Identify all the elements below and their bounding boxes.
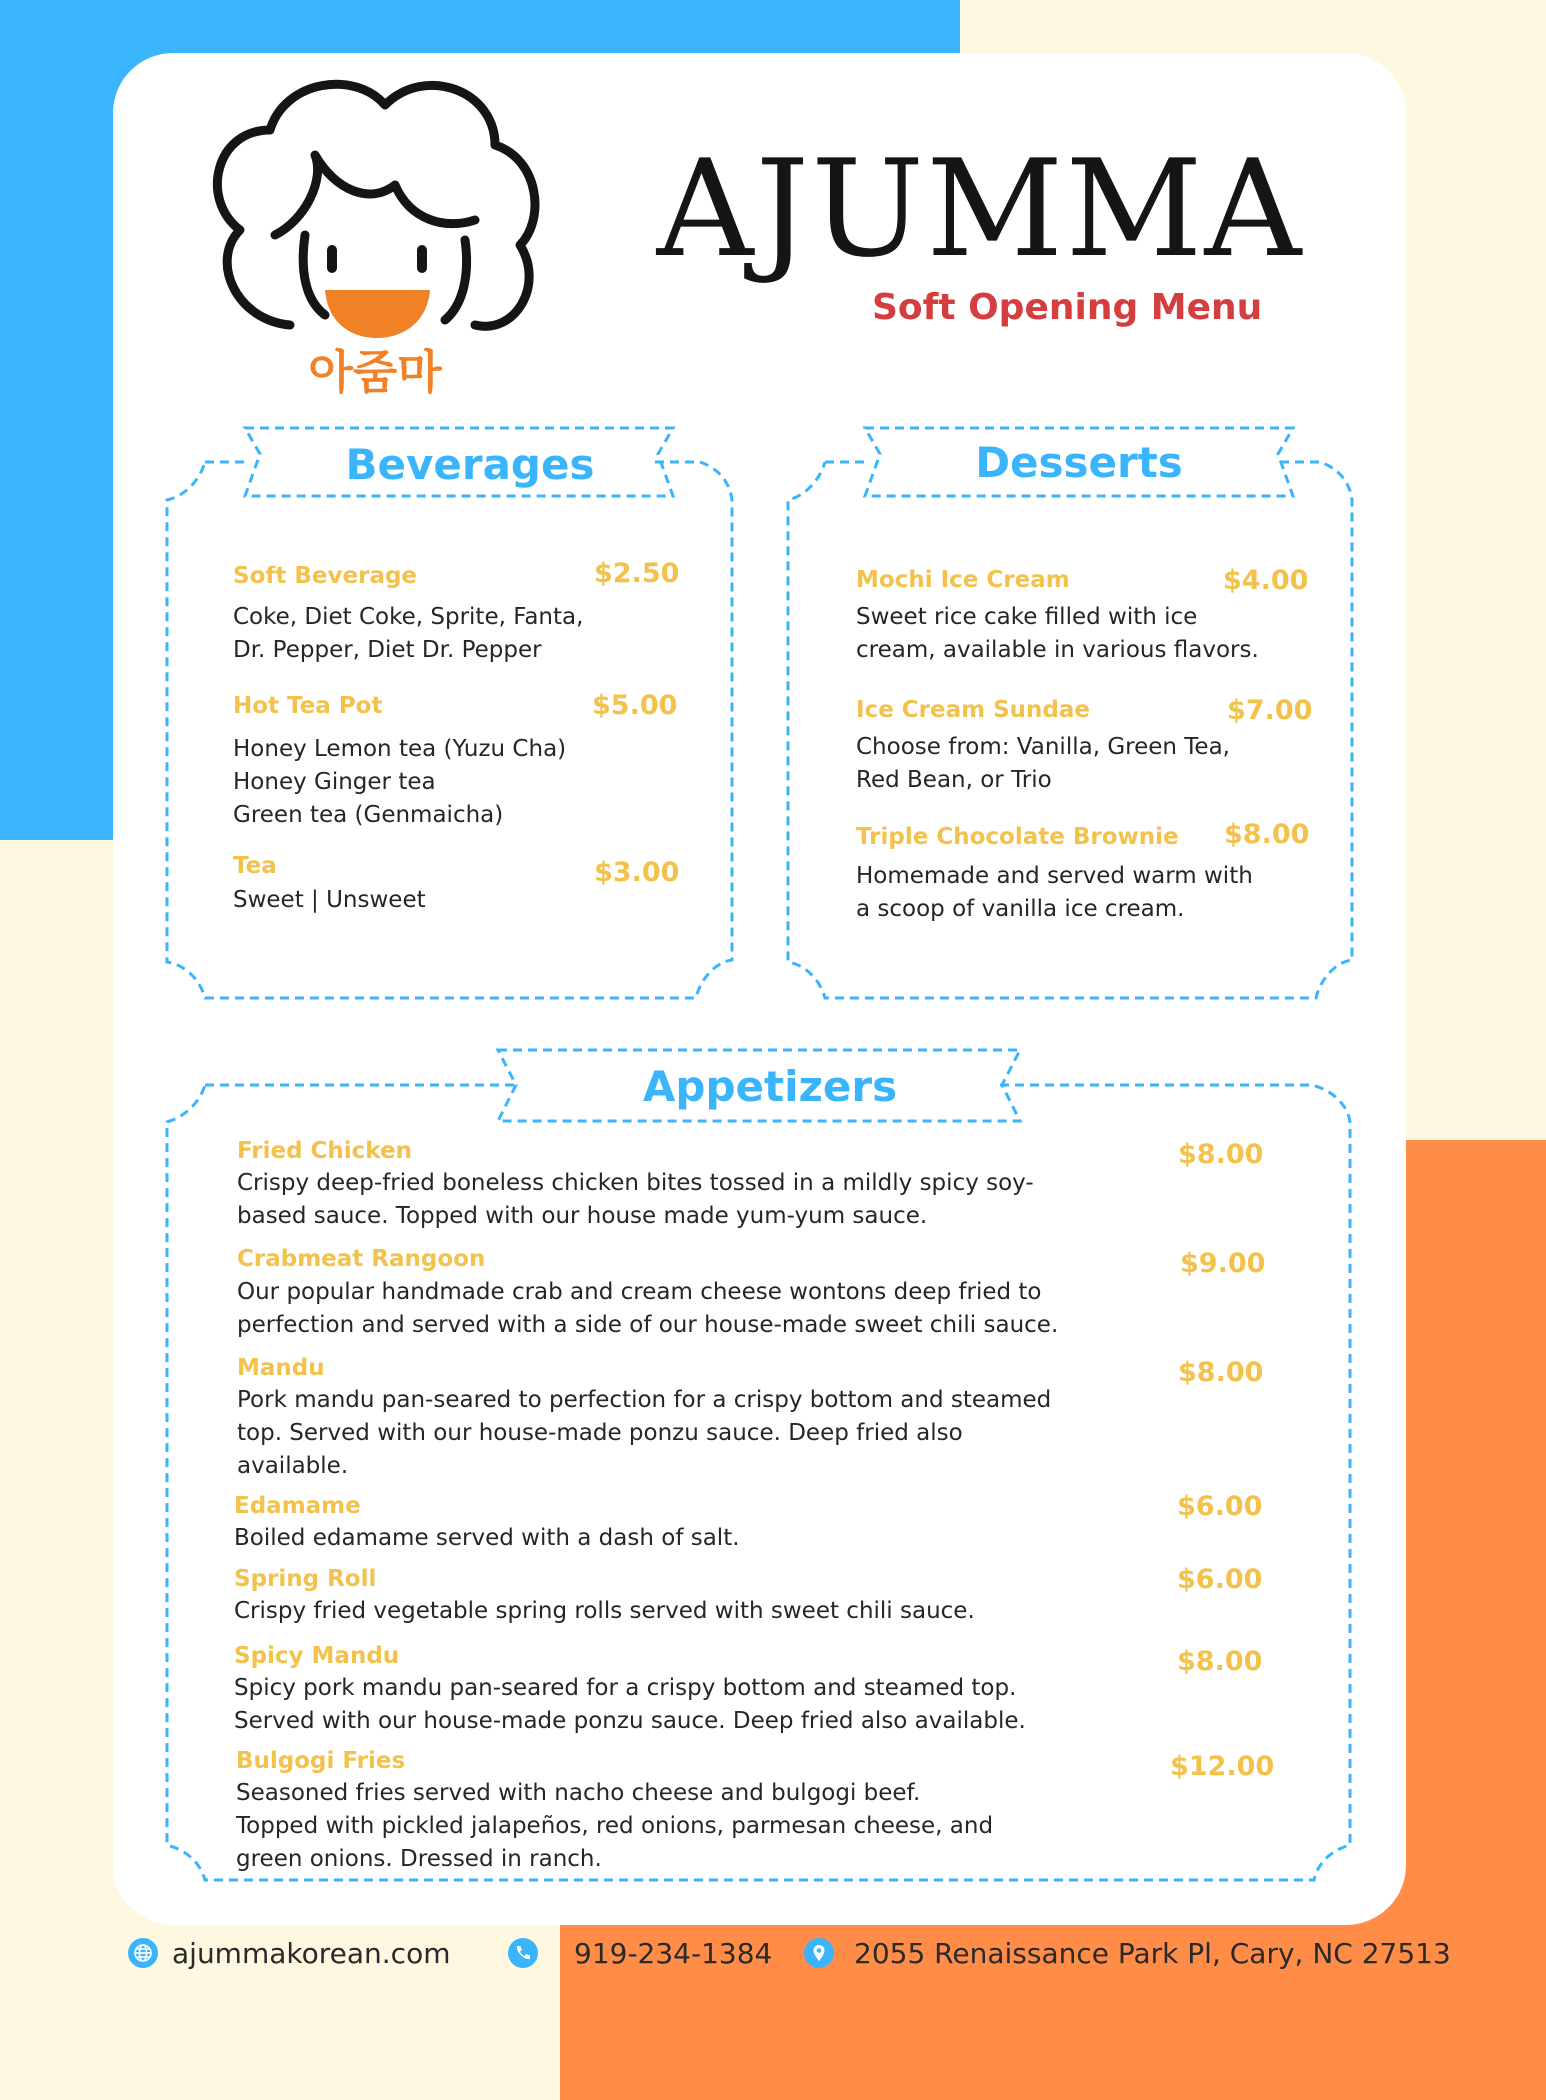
beverage-price: $3.00 — [594, 857, 680, 888]
dessert-name: Triple Chocolate Brownie — [856, 824, 1179, 850]
appetizer-price: $9.00 — [1180, 1248, 1266, 1279]
phone-icon — [508, 1938, 538, 1968]
appetizer-desc: Crispy fried vegetable spring rolls served with sweet chili sauce. — [234, 1598, 975, 1624]
menu-subtitle: Soft Opening Menu — [872, 287, 1263, 328]
appetizer-price: $8.00 — [1177, 1646, 1263, 1677]
beverage-price: $2.50 — [594, 558, 680, 589]
beverage-name: Hot Tea Pot — [233, 693, 383, 719]
dessert-price: $7.00 — [1227, 695, 1313, 726]
appetizer-name: Fried Chicken — [237, 1138, 412, 1164]
beverage-price: $5.00 — [592, 690, 678, 721]
beverage-desc: Coke, Diet Coke, Sprite, Fanta, Dr. Pepper, Diet Dr. Pepper — [233, 604, 584, 663]
beverages-title: Beverages — [345, 440, 595, 489]
beverage-desc: Sweet | Unsweet — [233, 887, 426, 913]
footer-address[interactable] — [804, 1933, 1451, 1973]
appetizers-title: Appetizers — [642, 1062, 898, 1111]
dessert-desc: Choose from: Vanilla, Green Tea, Red Bean, or Trio — [856, 734, 1230, 793]
dessert-desc: Homemade and served warm with a scoop of vanilla ice cream. — [856, 863, 1253, 922]
appetizer-price: $8.00 — [1178, 1139, 1264, 1170]
appetizer-name: Spring Roll — [234, 1566, 377, 1592]
dessert-name: Ice Cream Sundae — [856, 697, 1091, 723]
appetizer-desc: Spicy pork mandu pan-seared for a crispy bottom and steamed top. Served with our house-made ponzu sauce. Deep fried also available. — [234, 1675, 1026, 1734]
appetizer-price: $12.00 — [1170, 1751, 1275, 1782]
appetizer-desc: Boiled edamame served with a dash of salt. — [234, 1525, 740, 1551]
desserts-title: Desserts — [975, 438, 1183, 487]
dessert-name: Mochi Ice Cream — [856, 567, 1070, 593]
appetizer-desc: Crispy deep-fried boneless chicken bites tossed in a mildly spicy soy- based sauce. Topped with our house made yum-yum sauce. — [237, 1170, 1034, 1229]
location-pin-icon — [804, 1938, 834, 1968]
appetizer-name: Crabmeat Rangoon — [237, 1246, 486, 1272]
address-text: 2055 Renaissance Park Pl, Cary, NC 27513 — [854, 1936, 1451, 1970]
beverage-name: Tea — [233, 853, 277, 879]
appetizer-name: Spicy Mandu — [234, 1643, 400, 1669]
appetizer-price: $6.00 — [1177, 1491, 1263, 1522]
appetizer-name: Mandu — [237, 1355, 325, 1381]
globe-icon — [128, 1938, 158, 1968]
footer-website[interactable] — [128, 1933, 450, 1973]
dessert-price: $8.00 — [1224, 819, 1310, 850]
appetizer-price: $6.00 — [1177, 1564, 1263, 1595]
logo-korean-text: 아줌마 — [308, 345, 442, 399]
appetizer-desc: Seasoned fries served with nacho cheese and bulgogi beef. Topped with pickled jalapeños, red onions, parmesan cheese, and green onions. Dressed in ranch. — [236, 1780, 994, 1872]
website-text: ajummakorean.com — [172, 1936, 451, 1970]
dessert-desc: Sweet rice cake filled with ice cream, available in various flavors. — [856, 604, 1259, 663]
appetizer-name: Edamame — [234, 1493, 361, 1519]
appetizer-desc: Our popular handmade crab and cream cheese wontons deep fried to perfection and served with a side of our house-made sweet chili sauce. — [237, 1279, 1059, 1338]
restaurant-title: AJUMMA — [656, 131, 1304, 287]
beverages-frame — [167, 462, 732, 998]
appetizer-name: Bulgogi Fries — [236, 1748, 406, 1774]
footer-phone[interactable] — [508, 1933, 772, 1973]
beverage-desc: Honey Lemon tea (Yuzu Cha) Honey Ginger tea Green tea (Genmaicha) — [233, 736, 567, 828]
appetizer-desc: Pork mandu pan-seared to perfection for a crispy bottom and steamed top. Served with our house-made ponzu sauce. Deep fried also available. — [237, 1387, 1052, 1479]
beverage-name: Soft Beverage — [233, 563, 418, 589]
phone-text: 919-234-1384 — [574, 1936, 773, 1970]
dessert-price: $4.00 — [1223, 565, 1309, 596]
appetizer-price: $8.00 — [1178, 1357, 1264, 1388]
